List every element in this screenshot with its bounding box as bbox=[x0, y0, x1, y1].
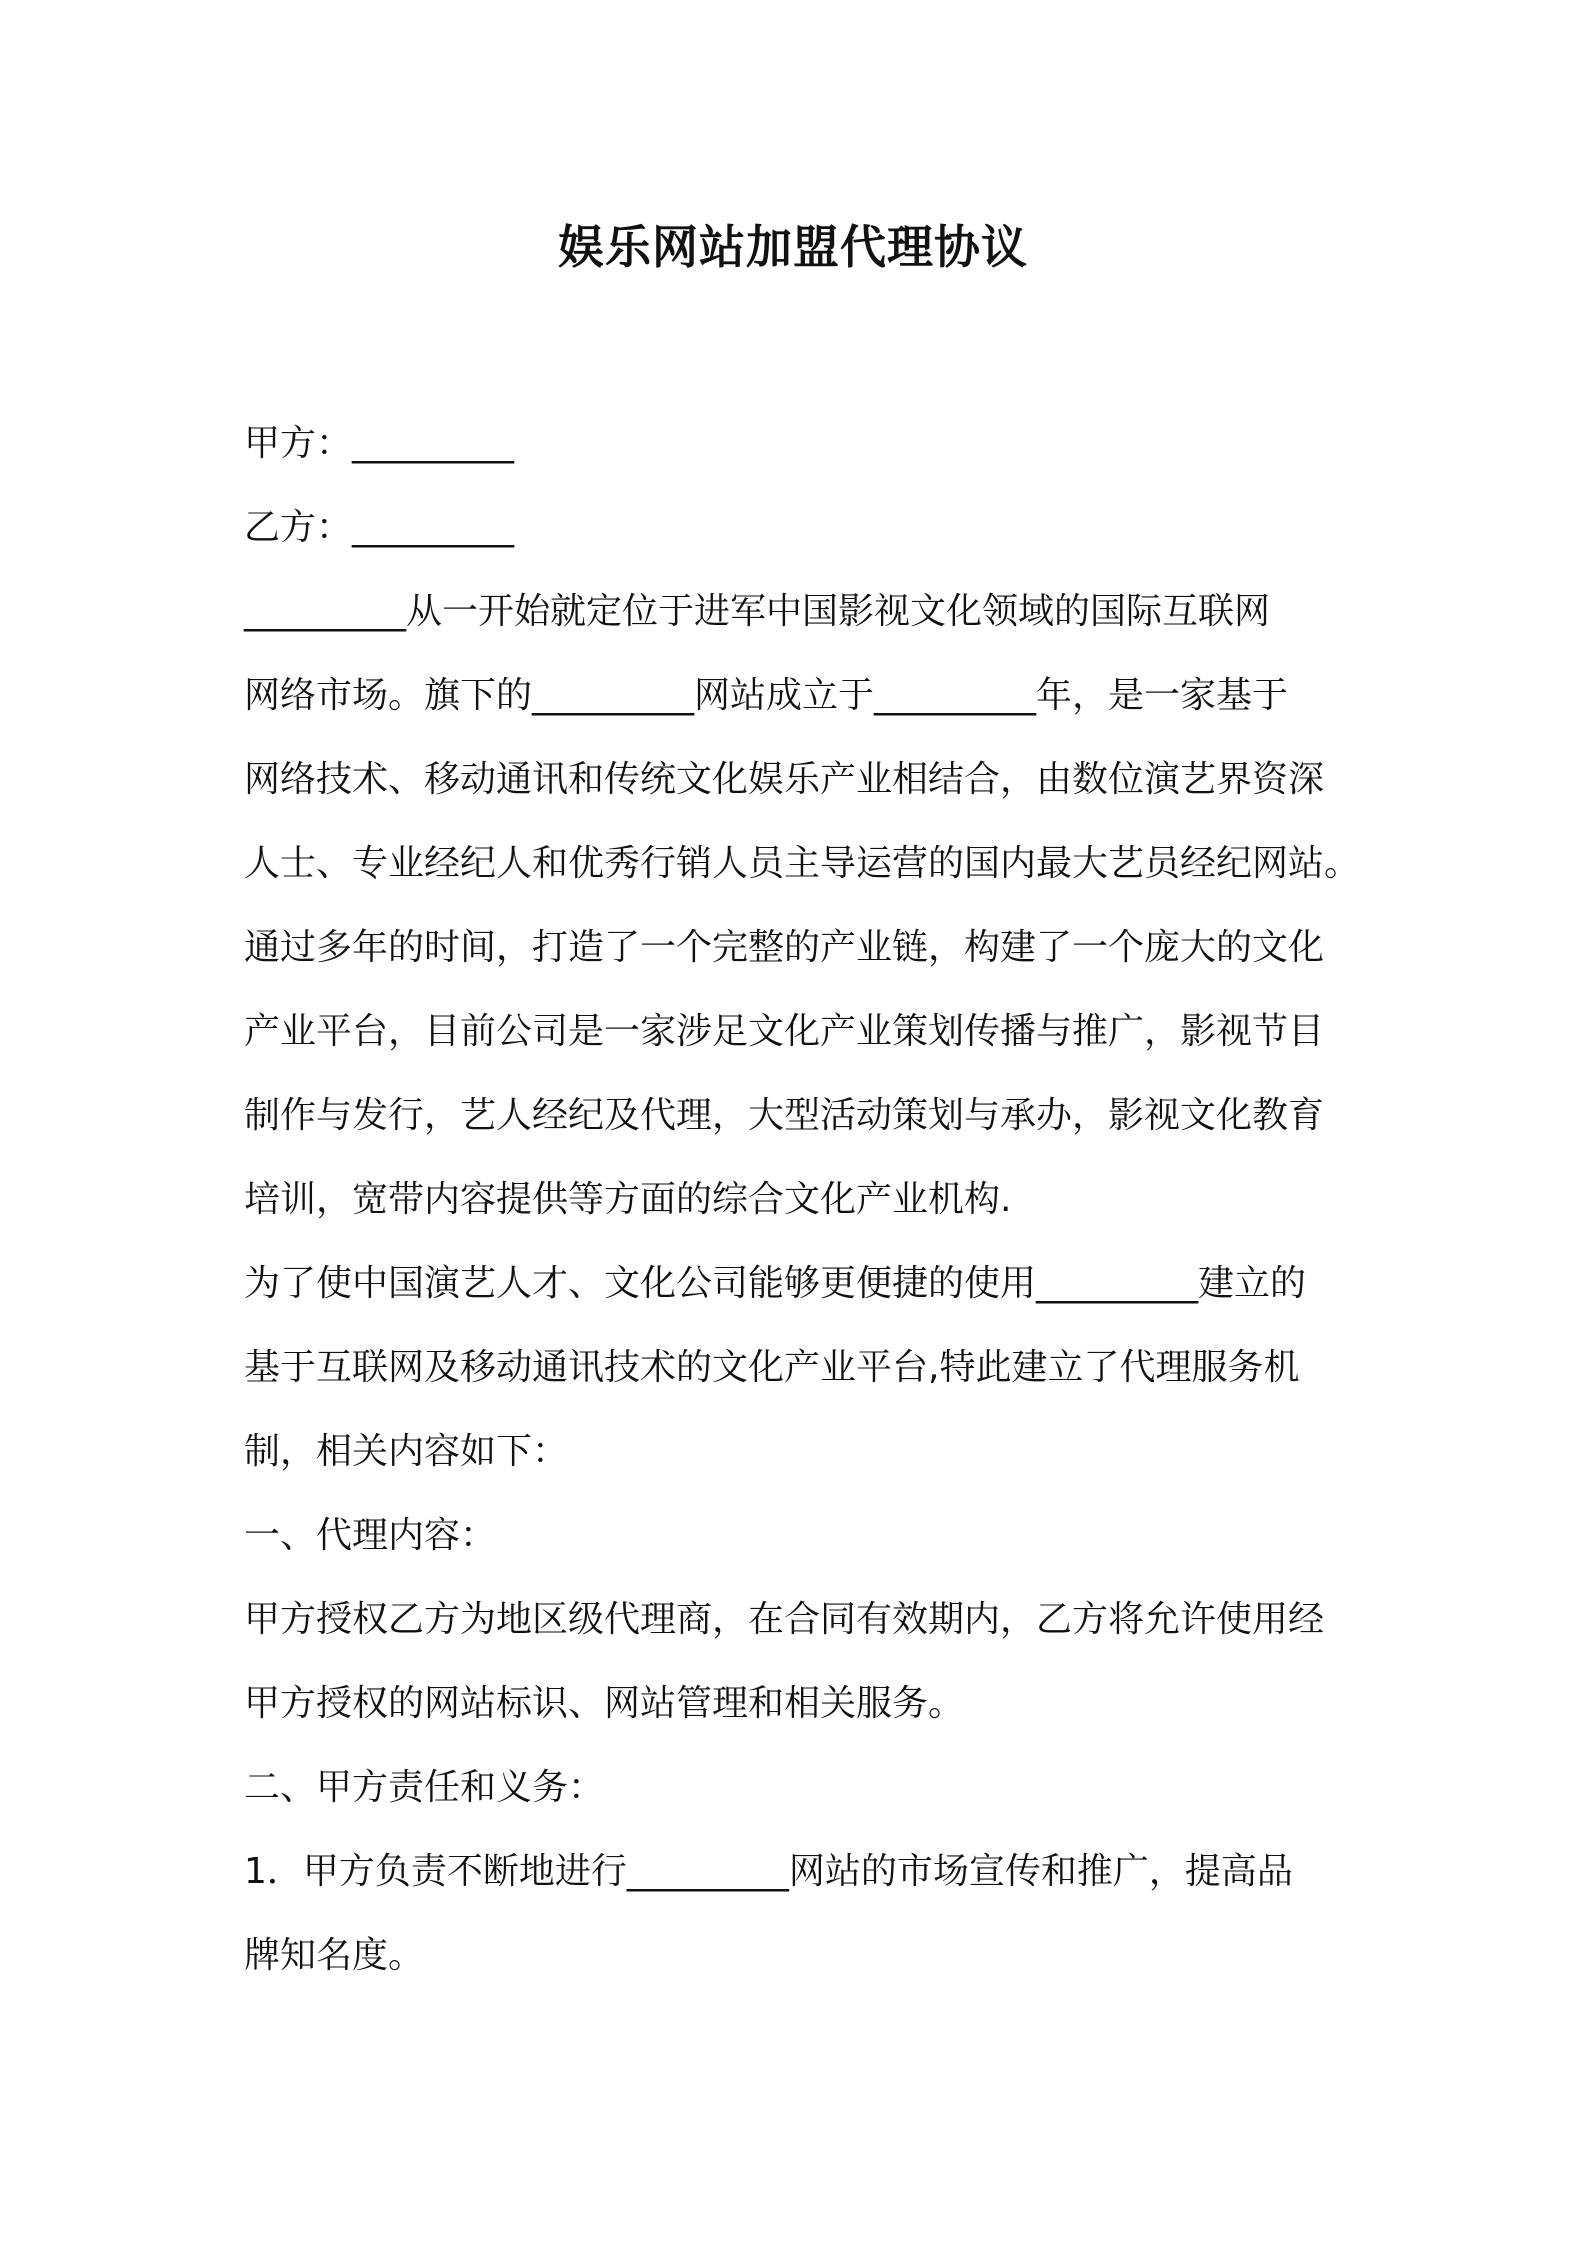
intro-paragraph-line: 网络市场。旗下的_________网站成立于_________年，是一家基于 bbox=[244, 675, 1289, 716]
party-a-line: 甲方：_________ bbox=[244, 423, 515, 464]
agency-content-line: 甲方授权的网站标识、网站管理和相关服务。 bbox=[244, 1683, 965, 1724]
purpose-paragraph-line: 为了使中国演艺人才、文化公司能够更便捷的使用_________建立的 bbox=[244, 1263, 1307, 1304]
agency-content-line: 甲方授权乙方为地区级代理商，在合同有效期内，乙方将允许使用经 bbox=[244, 1599, 1325, 1640]
purpose-paragraph-line: 制，相关内容如下： bbox=[244, 1431, 569, 1472]
section-heading-agency-content: 一、代理内容： bbox=[244, 1515, 497, 1556]
document-body bbox=[244, 402, 1364, 1998]
duty-item-line: 1．甲方负责不断地进行_________网站的市场宣传和推广，提高品 bbox=[244, 1851, 1293, 1892]
purpose-paragraph-line: 基于互联网及移动通讯技术的文化产业平台,特此建立了代理服务机 bbox=[244, 1347, 1300, 1388]
intro-paragraph-line: 制作与发行，艺人经纪及代理，大型活动策划与承办，影视文化教育 bbox=[244, 1095, 1325, 1136]
party-b-line: 乙方：_________ bbox=[244, 507, 515, 548]
intro-paragraph-line: 产业平台，目前公司是一家涉足文化产业策划传播与推广，影视节目 bbox=[244, 1011, 1325, 1052]
intro-paragraph-line: 人士、专业经纪人和优秀行销人员主导运营的国内最大艺员经纪网站。 bbox=[244, 843, 1361, 884]
intro-paragraph-line: 培训，宽带内容提供等方面的综合文化产业机构. bbox=[244, 1179, 1012, 1220]
intro-paragraph-line: _________从一开始就定位于进军中国影视文化领域的国际互联网 bbox=[244, 591, 1271, 632]
document-title: 娱乐网站加盟代理协议 bbox=[558, 220, 1028, 274]
duty-item-line: 牌知名度。 bbox=[244, 1935, 425, 1976]
section-heading-party-a-duties: 二、甲方责任和义务： bbox=[244, 1767, 605, 1808]
intro-paragraph-line: 网络技术、移动通讯和传统文化娱乐产业相结合，由数位演艺界资深 bbox=[244, 759, 1325, 800]
intro-paragraph-line: 通过多年的时间，打造了一个完整的产业链，构建了一个庞大的文化 bbox=[244, 927, 1325, 968]
